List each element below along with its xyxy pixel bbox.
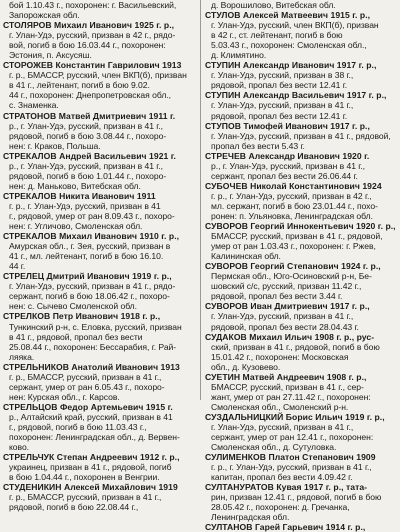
entry-text-line: 44 г., похоронен: Днепропетровская обл., bbox=[9, 90, 171, 101]
entry-text-line: сержант, погиб в бою 18.06.42 г., похоро- bbox=[9, 291, 170, 302]
entry-text-line: умер от ран 1.03.43 г., похоронен: г. Ржев, bbox=[211, 241, 376, 252]
entry-text-line: г., рядовой, погиб в бою 11.03.43 г., bbox=[9, 421, 147, 432]
entry-text-line: г. р., БМАССР, русский, призван в 41 г., bbox=[9, 371, 162, 382]
entry-text-line: г. Улан-Удэ, русский, призван в 41 г., bbox=[211, 421, 354, 432]
entry-text-line: в 42 г., ст. лейтенант, погиб в бою bbox=[211, 30, 343, 41]
entry-text-line: р., г. Улан-Удэ, русский, призван в 41 г., bbox=[211, 160, 365, 171]
entry-text-line: 41 г., мл. лейтенант, погиб в бою 16.10. bbox=[9, 251, 164, 262]
entry-text-line: бой 1.10.43 г., похоронен: г. Васильевский, bbox=[9, 0, 177, 10]
entry-text-line: г. р., г. Улан-Удэ, русский, призван в 42 г., bbox=[211, 190, 372, 201]
entry-text-line: г. Улан-Удэ, русский, призван в 41 г., bbox=[211, 311, 354, 322]
entry-text-line: рядовой, погиб в бою 3.08.44 г., похоро- bbox=[9, 130, 167, 141]
entry-text-line: г. Улан-Удэ, русский, член ВКП(б), призван bbox=[211, 20, 379, 31]
entry-text-line: сержант, пропал без вести 26.06.44 г. bbox=[211, 170, 358, 181]
entry-text-line: р., г. Улан-Удэ, русский, призван в 41 г., bbox=[9, 120, 163, 131]
entry-text-line: рядовой, пропал без вести 12.41 г. bbox=[211, 80, 348, 91]
entry-text-line: 5.03.43 г., похоронен: Смоленская обл., bbox=[211, 40, 367, 51]
entry-heading-line: СТУПИН Александр Васильевич 1917 г. р., bbox=[205, 90, 387, 101]
entry-text-line: вой, погиб в бою 16.03.44 г., похоронен: bbox=[9, 40, 166, 51]
entry-heading-line: СТОРОЖЕВ Константин Гаврилович 1913 bbox=[3, 60, 182, 71]
entry-heading-line: СТРАТОНОВ Матвей Дмитриевич 1911 г. bbox=[3, 110, 176, 121]
right-column bbox=[205, 0, 398, 532]
entry-text-line: г. Улан-Удэ, русский, призван в 42 г., рядо- bbox=[9, 30, 176, 41]
entry-heading-line: СУДАКОВ Михаил Ильич 1908 г. р., рус- bbox=[205, 331, 375, 342]
left-column bbox=[3, 0, 197, 512]
entry-heading-line: СУЛИМЕНКОВ Платон Степанович 1909 bbox=[205, 452, 376, 463]
column-divider bbox=[200, 0, 201, 400]
entry-text-line: с. Знаменка. bbox=[9, 100, 59, 111]
entry-heading-line: СТРЕЧЕВ Александр Иванович 1920 г. bbox=[205, 150, 370, 161]
entry-text-line: жант, умер от ран 27.11.42 г., похоронен: bbox=[211, 391, 371, 402]
entry-heading-line: СУЛТАНОВ Гарей Гарьевич 1914 г. р., bbox=[205, 522, 366, 532]
entry-text-line: в 41 г., рядовой, пропал без вести bbox=[9, 331, 143, 342]
entry-text-line: сержант, умер от ран 6.05.43 г., похоро- bbox=[9, 381, 165, 392]
entry-text-line: украинец, призван в 41 г., рядовой, погиб bbox=[9, 462, 172, 473]
entry-heading-line: СТУПОВ Тимофей Иванович 1917 г. р., bbox=[205, 120, 370, 131]
entry-text-line: Пермская обл., Юго-Осиновский р-н, Бе- bbox=[211, 271, 372, 282]
entry-text-line: 15.01.42 г., похоронен: Московская bbox=[211, 351, 349, 362]
entry-heading-line: СТРЕЛЬНИКОВ Анатолий Иванович 1913 bbox=[3, 361, 180, 372]
entry-heading-line: СТОЛЯРОВ Михаил Иванович 1925 г. р., bbox=[3, 20, 175, 31]
entry-text-line: ляяка. bbox=[9, 351, 35, 362]
entry-text-line: Калининская обл. bbox=[211, 251, 281, 262]
entry-heading-line: СТРЕЛКОВ Петр Иванович 1918 г. р., bbox=[3, 311, 161, 322]
entry-text-line: похоронен: Ленинградская обл., д. Вервен- bbox=[9, 432, 180, 443]
entry-text-line: мл. сержант, погиб в бою 23.01.44 г., похо- bbox=[211, 200, 378, 211]
entry-text-line: 28.05.42 г., похоронен: д. Гречанка, bbox=[211, 502, 350, 513]
entry-text-line: в бою 1.04.44 г., похоронен в Венгрии. bbox=[9, 472, 160, 483]
entry-heading-line: СТРЕЛЬЧУК Степан Андреевич 1912 г. р., bbox=[3, 452, 180, 463]
entry-heading-line: СТРЕКАЛОВ Андрей Васильевич 1921 г. bbox=[3, 150, 176, 161]
entry-heading-line: СТРЕКАЛОВ Михаил Иванович 1910 г. р., bbox=[3, 231, 180, 242]
entry-text-line: нен: Курская обл., г. Карсов. bbox=[9, 391, 120, 402]
entry-text-line: рядовой, пропал без вести 12.41 г. bbox=[211, 110, 348, 121]
entry-text-line: 25.08.44 г., похоронен: Бессарабия, г. Рай- bbox=[9, 341, 177, 352]
entry-text-line: капитан, пропал без вести 4.09.42 г. bbox=[211, 472, 353, 483]
entry-heading-line: СТУДЕНИКИН Алексей Михайлович 1919 bbox=[3, 482, 178, 493]
entry-text-line: г. Улан-Удэ, русский, призван в 41 г., bbox=[211, 100, 354, 111]
entry-heading-line: СУБОЧЕВ Николай Константинович 1924 bbox=[205, 180, 382, 191]
entry-text-line: в 41 г., лейтенант, погиб в бою 9.02. bbox=[9, 80, 150, 91]
entry-text-line: г., рядовой, умер от ран 8.09.43 г., похоро- bbox=[9, 210, 175, 221]
entry-text-line: г. р., БМАССР, русский, член ВКП(б), призван bbox=[9, 70, 187, 81]
entry-text-line: г. Улан-Удэ, русский, призван в 41 г., рядовой, bbox=[211, 130, 391, 141]
entry-text-line: шовский с/с, русский, призван 11.42 г., bbox=[211, 281, 362, 292]
entry-text-line: рядовой, погиб в бою 22.08.44 г., bbox=[9, 502, 139, 513]
entry-text-line: нен: д. Маньково, Витебская обл. bbox=[9, 180, 141, 191]
entry-heading-line: СТУПИН Александр Иванович 1917 г. р., bbox=[205, 60, 377, 71]
entry-heading-line: СТРЕКАЛОВ Никита Иванович 1911 bbox=[3, 190, 156, 201]
entry-heading-line: СУВОРОВ Георгий Иннокентьевич 1920 г. р., bbox=[205, 221, 396, 232]
entry-text-line: БМАССР, русский, призван в 41 г., рядовой, bbox=[211, 231, 383, 242]
entry-text-line: Амурская обл., г. Зея, русский, призван в bbox=[9, 241, 171, 252]
entry-text-line: Ленинградская обл. bbox=[211, 512, 290, 523]
entry-heading-line: СТРЕЛЕЦ Дмитрий Иванович 1919 г. р., bbox=[3, 271, 172, 282]
entry-heading-line: СУЗДАЛЬНИЦКИЙ Борис Ильич 1919 г. р., bbox=[205, 411, 385, 422]
entry-text-line: г. р., БМАССР, русский, призван в 41 г., bbox=[9, 492, 162, 503]
entry-heading-line: СУВОРОВ Георгий Степанович 1924 г. р., bbox=[205, 261, 381, 272]
entry-text-line: д. Ворошилово, Витебская обл. bbox=[211, 0, 336, 10]
entry-text-line: Запорожская обл. bbox=[9, 10, 80, 21]
entry-text-line: 44 г. bbox=[9, 261, 26, 272]
entry-text-line: р., Алтайский край, русский, призван в 41 bbox=[9, 411, 173, 422]
entry-text-line: нен: г. Краков, Польша. bbox=[9, 140, 101, 151]
entry-text-line: Эстония, п. Аксусяш. bbox=[9, 50, 92, 61]
entry-text-line: рядовой, пропал без вести 28.04.43 г. bbox=[211, 321, 359, 332]
entry-text-line: ский, призван в 41 г., рядовой, погиб в бою bbox=[211, 341, 380, 352]
entry-text-line: пропал без вести 5.43 г. bbox=[211, 140, 305, 151]
entry-text-line: д. Климятино. bbox=[211, 50, 267, 61]
entry-text-line: нен: с. Сычево Смоленской обл. bbox=[9, 301, 137, 312]
entry-text-line: нен: г. Угличово, Смоленская обл. bbox=[9, 221, 143, 232]
entry-text-line: рядовой, погиб в бою 1.01.44 г., похоро- bbox=[9, 170, 167, 181]
entry-heading-line: СУЛТАНУРАТОВ Кувая 1917 г. р., тата- bbox=[205, 482, 368, 493]
entry-text-line: обл., д. Кузовево. bbox=[211, 361, 281, 372]
entry-text-line: г. р., г. Улан-Удэ, русский, призван в 41 bbox=[9, 200, 161, 211]
entry-text-line: ково. bbox=[9, 442, 30, 453]
entry-heading-line: СУЕТИН Матвей Андреевич 1908 г. р., bbox=[205, 371, 367, 382]
entry-heading-line: СТУЛОВ Алексей Матвеевич 1915 г. р., bbox=[205, 10, 371, 21]
entry-text-line: г. р., г. Улан-Удэ, русский, призван в 41 г., bbox=[211, 462, 372, 473]
entry-text-line: Смоленская обл., д. Сутуловка. bbox=[211, 442, 337, 453]
entry-heading-line: СТРЕЛЬЦОВ Федор Артемьевич 1915 г. bbox=[3, 401, 173, 412]
entry-text-line: г. Улан-Удэ, русский, призван в 41 г., рядо- bbox=[9, 281, 176, 292]
entry-text-line: БМАССР, русский, призван в 41 г., сер- bbox=[211, 381, 364, 392]
entry-text-line: рядовой, пропал без вести 3.44 г. bbox=[211, 291, 343, 302]
entry-text-line: Тункинский р-н, с. Еловка, русский, призван bbox=[9, 321, 182, 332]
entry-text-line: Смоленская обл., Смоленский р-н. bbox=[211, 401, 349, 412]
entry-text-line: рин, призван 12.41 г., рядовой, погиб в бою bbox=[211, 492, 382, 503]
entry-text-line: сержант, умер от ран 12.41 г., похоронен: bbox=[211, 432, 374, 443]
entry-text-line: р., г. Улан-Удэ, русский, призван в 41 г., bbox=[9, 160, 163, 171]
entry-text-line: ронен: п. Ульяновка, Ленинградская обл. bbox=[211, 210, 373, 221]
entry-text-line: г. Улан-Удэ, русский, призван в 38 г., bbox=[211, 70, 354, 81]
entry-heading-line: СУВОРОВ Иван Дмитриевич 1917 г. р., bbox=[205, 301, 370, 312]
